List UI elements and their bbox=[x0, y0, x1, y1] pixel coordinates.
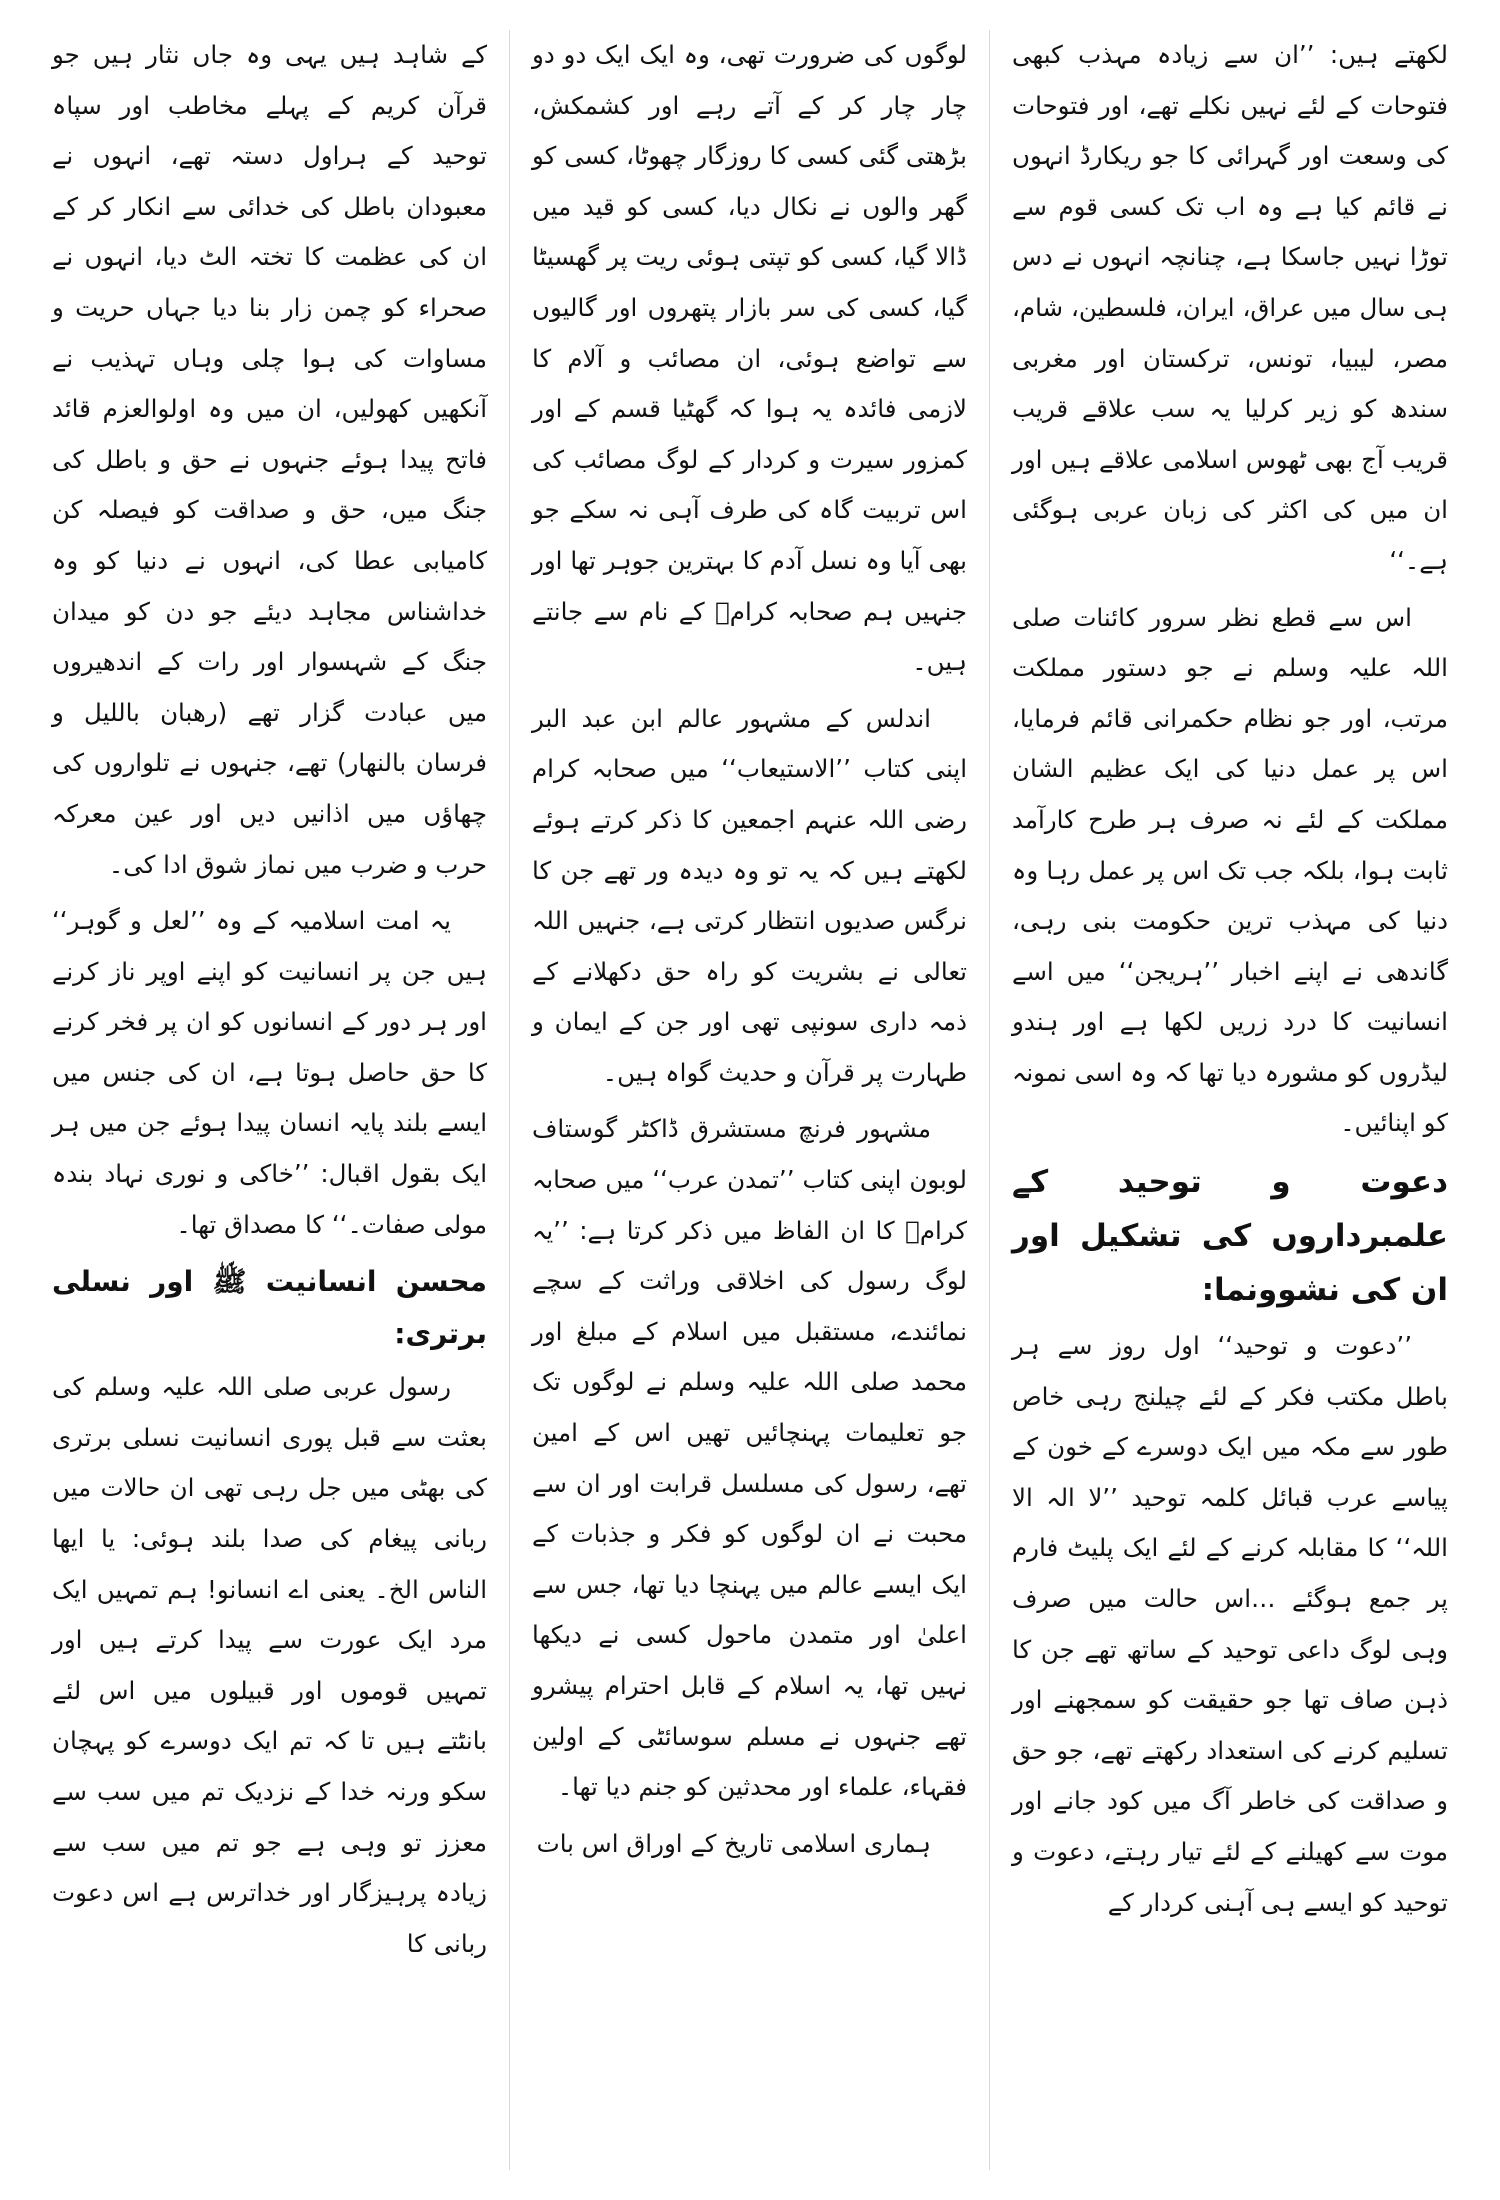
paragraph: یہ امت اسلامیہ کے وہ ’’لعل و گوہر‘‘ ہیں جن پر انسانیت کو اپنے اوپر ناز کرنے اور ہر دور کے انسانوں کو ان پر فخر کرنے کا حق حاصل ہوتا ہے، ان کی جنس میں ایسے بلند پایہ انسان پیدا ہوئے جن میں ہر ایک بقول اقبال: ’’خاکی و نوری نہاد بندہ مولی صفات۔‘‘ کا مصداق تھا۔ bbox=[52, 906, 487, 1239]
section-heading: محسن انسانیت ﷺ اور نسلی برتری: bbox=[52, 1265, 487, 1351]
paragraph: لوگوں کی ضرورت تھی، وہ ایک ایک دو دو چار چار کر کے آتے رہے اور کشمکش، بڑھتی گئی کسی کا روزگار چھوٹا، کسی کو گھر والوں نے نکال دیا، کسی کو قید میں ڈالا گیا، کسی کو تپتی ہوئی ریت پر گھسیٹا گیا، کسی کی سر بازار پتھروں اور گالیوں سے تواضع ہوئی، ان مصائب و آلام کا لازمی فائدہ یہ ہوا کہ گھٹیا قسم کے اور کمزور سیرت و کردار کے لوگ مصائب کی اس تربیت گاہ کی طرف آہی نہ سکے جو بھی آیا وہ نسل آدم کا بہترین جوہر تھا اور جنہیں ہم صحابہ کرامؓ کے نام سے جانتے ہیں۔ bbox=[532, 40, 967, 677]
paragraph: اندلس کے مشہور عالم ابن عبد البر اپنی کتاب ’’الاستیعاب‘‘ میں صحابہ کرام رضی اللہ عنہم اجمعین کا ذکر کرتے ہوئے لکھتے ہیں کہ یہ تو وہ دیدہ ور تھے جن کا نرگس صدیوں انتظار کرتی ہے، جنہیں اللہ تعالی نے بشریت کو راہ حق دکھلانے کے ذمہ داری سونپی تھی اور جن کے ایمان و طہارت پر قرآن و حدیث گواہ ہیں۔ bbox=[532, 703, 967, 1087]
paragraph: کے شاہد ہیں یہی وہ جاں نثار ہیں جو قرآن کریم کے پہلے مخاطب اور سپاہ توحید کے ہراول دستہ تھے، انہوں نے معبودان باطل کی خدائی سے انکار کر کے ان کی عظمت کا تختہ الٹ دیا، انہوں نے صحراء کو چمن زار بنا دیا جہاں حریت و مساوات کی ہوا چلی وہاں تہذیب نے آنکھیں کھولیں، ان میں وہ اولوالعزم قائد فاتح پیدا ہوئے جنہوں نے حق و باطل کی جنگ میں، حق و صداقت کو فیصلہ کن کامیابی عطا کی، انہوں نے دنیا کو وہ خداشناس مجاہد دیئے جو دن کو میدان جنگ کے شہسوار اور رات کے اندھیروں میں عبادت گزار تھے (رھبان باللیل و فرسان بالنھار) تھے، جنہوں نے تلواروں کی چھاؤں میں اذانیں دیں اور عین معرکہ حرب و ضرب میں نماز شوق ادا کی۔ bbox=[52, 40, 487, 879]
column-middle bbox=[510, 30, 990, 2170]
column-right bbox=[990, 30, 1470, 2170]
newspaper-page bbox=[30, 30, 1470, 2170]
paragraph: اس سے قطع نظر سرور کائنات صلی اللہ علیہ وسلم نے جو دستور مملکت مرتب، اور جو نظام حکمرانی قائم فرمایا، اس پر عمل دنیا کی ایک عظیم الشان مملکت کے لئے نہ صرف ہر طرح کارآمد ثابت ہوا، بلکہ جب تک اس پر عمل رہا وہ دنیا کی مہذب ترین حکومت بنی رہی، گاندھی نے اپنے اخبار ’’ہریجن‘‘ میں اسے انسانیت کا درد زریں لکھا ہے اور ہندو لیڈروں کو مشورہ دیا تھا کہ وہ اسی نمونہ کو اپنائیں۔ bbox=[1012, 602, 1448, 1138]
paragraph: ہماری اسلامی تاریخ کے اوراق اس بات bbox=[536, 1828, 931, 1858]
paragraph: مشہور فرنچ مستشرق ڈاکٹر گوستاف لوبون اپنی کتاب ’’تمدن عرب‘‘ میں صحابہ کرامؓ کا ان الفاظ میں ذکر کرتا ہے: ’’یہ لوگ رسول کی اخلاقی وراثت کے سچے نمائندے، مستقبل میں اسلام کے مبلغ اور محمد صلی اللہ علیہ وسلم نے لوگوں تک جو تعلیمات پہنچائیں تھیں اس کے امین تھے، رسول کی مسلسل قرابت اور ان سے محبت نے ان لوگوں کو فکر و جذبات کے ایک ایسے عالم میں پہنچا دیا تھا، جس سے اعلیٰ اور متمدن ماحول کسی نے دیکھا نہیں تھا، یہ اسلام کے قابل احترام پیشرو تھے جنہوں نے مسلم سوسائٹی کے اولین فقہاء، علماء اور محدثین کو جنم دیا تھا۔ bbox=[532, 1114, 967, 1802]
section-heading: دعوت و توحید کے علمبرداروں کی تشکیل اور ان کی نشوونما: bbox=[1012, 1164, 1448, 1309]
column-left bbox=[30, 30, 510, 2170]
paragraph: لکھتے ہیں: ’’ان سے زیادہ مہذب کبھی فتوحات کے لئے نہیں نکلے تھے، اور فتوحات کی وسعت اور گہرائی کا جو ریکارڈ انہوں نے قائم کیا ہے وہ اب تک کسی قوم سے توڑا نہیں جاسکا ہے، چنانچہ انہوں نے دس ہی سال میں عراق، ایران، فلسطین، شام، مصر، لیبیا، تونس، ترکستان اور مغربی سندھ کو زیر کرلیا یہ سب علاقے قریب قریب آج بھی ٹھوس اسلامی علاقے ہیں اور ان میں کی اکثر کی زبان عربی ہوگئی ہے۔‘‘ bbox=[1012, 40, 1448, 575]
paragraph: رسول عربی صلی اللہ علیہ وسلم کی بعثت سے قبل پوری انسانیت نسلی برتری کی بھٹی میں جل رہی تھی ان حالات میں ربانی پیغام کی صدا بلند ہوئی: یا ایھا الناس الخ۔ یعنی اے انسانو! ہم تمہیں ایک مرد ایک عورت سے پیدا کرتے ہیں اور تمہیں قوموں اور قبیلوں میں اس لئے بانٹتے ہیں تا کہ تم ایک دوسرے کو پہچان سکو ورنہ خدا کے نزدیک تم میں سب سے معزز تو وہی ہے جو تم میں سب سے زیادہ پرہیزگار اور خداترس ہے اس دعوت ربانی کا bbox=[52, 1372, 487, 1958]
paragraph: ’’دعوت و توحید‘‘ اول روز سے ہر باطل مکتب فکر کے لئے چیلنج رہی خاص طور سے مکہ میں ایک دوسرے کے خون کے پیاسے عرب قبائل کلمہ توحید ’’لا الہ الا اللہ‘‘ کا مقابلہ کرنے کے لئے ایک پلیٹ فارم پر جمع ہوگئے …اس حالت میں صرف وہی لوگ داعی توحید کے ساتھ تھے جن کا ذہن صاف تھا جو حقیقت کو سمجھنے اور تسلیم کرنے کی استعداد رکھتے تھے، جو حق و صداقت کی خاطر آگ میں کود جانے اور موت سے کھیلنے کے لئے تیار رہتے، دعوت و توحید کو ایسے ہی آہنی کردار کے bbox=[1012, 1331, 1448, 1917]
